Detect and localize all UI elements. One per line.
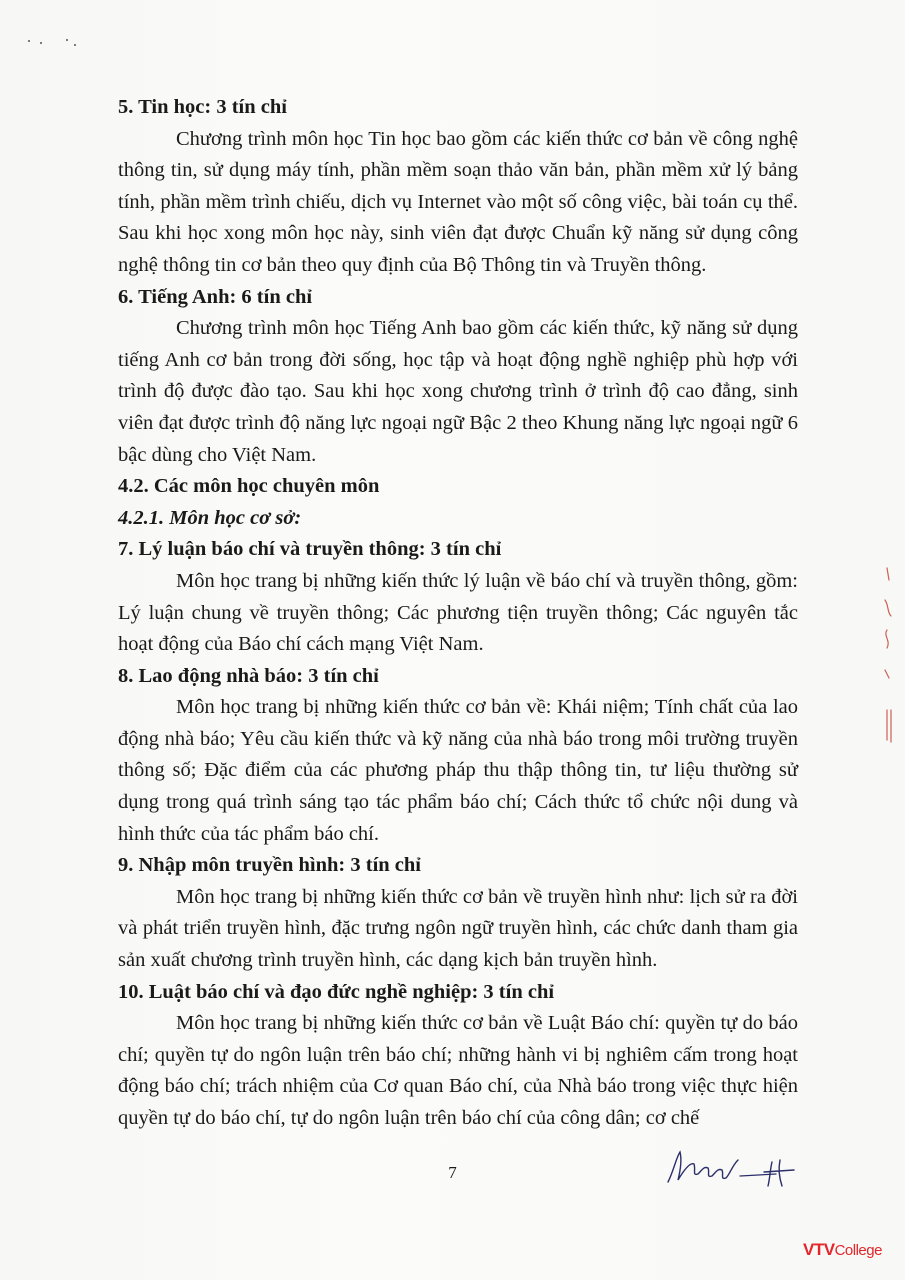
margin-handwriting: [875, 560, 901, 750]
vtv-college-logo: VTVCollege: [803, 1240, 882, 1259]
paragraph-ly-luan: Môn học trang bị những kiến thức lý luận về báo chí và truyền thông, gồm: Lý luận chung về truyền thông; Các phương tiện truyền thông; Các nguyên tắc hoạt động của Báo chí cách mạng Việt Nam.: [118, 569, 798, 656]
section-heading-tieng-anh: 6. Tiếng Anh: 6 tín chỉ: [118, 285, 313, 308]
handwritten-signature: [660, 1140, 810, 1190]
section-heading-truyen-hinh: 9. Nhập môn truyền hình: 3 tín chỉ: [118, 854, 422, 877]
subsection-heading-co-so: 4.2.1. Môn học cơ sở:: [118, 506, 302, 529]
document-body: [118, 92, 798, 1135]
paragraph-truyen-hinh: Môn học trang bị những kiến thức cơ bản về truyền hình như: lịch sử ra đời và phát triển truyền hình, đặc trưng ngôn ngữ truyền hình, các chức danh tham gia sản xuất chương trình truyền hình, các dạng kịch bản truyền hình.: [118, 885, 798, 972]
section-heading-chuyen-mon: 4.2. Các môn học chuyên môn: [118, 475, 380, 498]
section-heading-lao-dong: 8. Lao động nhà báo: 3 tín chỉ: [118, 664, 379, 687]
page-number: 7: [448, 1163, 457, 1182]
section-heading-luat-bao-chi: 10. Luật báo chí và đạo đức nghề nghiệp: 3 tín chỉ: [118, 980, 555, 1003]
paragraph-tin-hoc: Chương trình môn học Tin học bao gồm các kiến thức cơ bản về công nghệ thông tin, sử dụng máy tính, phần mềm soạn thảo văn bản, phần mềm xử lý bảng tính, phần mềm trình chiếu, dịch vụ Internet vào một số công việc, bài toán cụ thể. Sau khi học xong môn học này, sinh viên đạt được Chuẩn kỹ năng sử dụng công nghệ thông tin cơ bản theo quy định của Bộ Thông tin và Truyền thông.: [118, 127, 798, 276]
section-heading-tin-hoc: 5. Tin học: 3 tín chỉ: [118, 96, 287, 118]
paragraph-luat-bao-chi: Môn học trang bị những kiến thức cơ bản về Luật Báo chí: quyền tự do báo chí; quyền tự do ngôn luận trên báo chí; những hành vi bị nghiêm cấm trong hoạt động báo chí; trách nhiệm của Cơ quan Báo chí, của Nhà báo trong việc thực hiện quyền tự do báo chí, tự do ngôn luận trên báo chí của công dân; cơ chế: [118, 1012, 798, 1129]
section-heading-ly-luan: 7. Lý luận báo chí và truyền thông: 3 tín chỉ: [118, 538, 502, 561]
paragraph-tieng-anh: Chương trình môn học Tiếng Anh bao gồm các kiến thức, kỹ năng sử dụng tiếng Anh cơ bản trong đời sống, học tập và hoạt động nghề nghiệp phù hợp với trình độ được đào tạo. Sau khi học xong chương trình ở trình độ cao đẳng, sinh viên đạt được trình độ năng lực ngoại ngữ Bậc 2 theo Khung năng lực ngoại ngữ 6 bậc dùng cho Việt Nam.: [118, 317, 798, 466]
paragraph-lao-dong: Môn học trang bị những kiến thức cơ bản về: Khái niệm; Tính chất của lao động nhà báo; Yêu cầu kiến thức và kỹ năng của nhà báo trong môi trường truyền thông số; Đặc điểm của các phương pháp thu thập thông tin, tư liệu thường sử dụng trong quá trình sáng tạo tác phẩm báo chí; Cách thức tổ chức nội dung và hình thức của tác phẩm báo chí.: [118, 696, 798, 845]
